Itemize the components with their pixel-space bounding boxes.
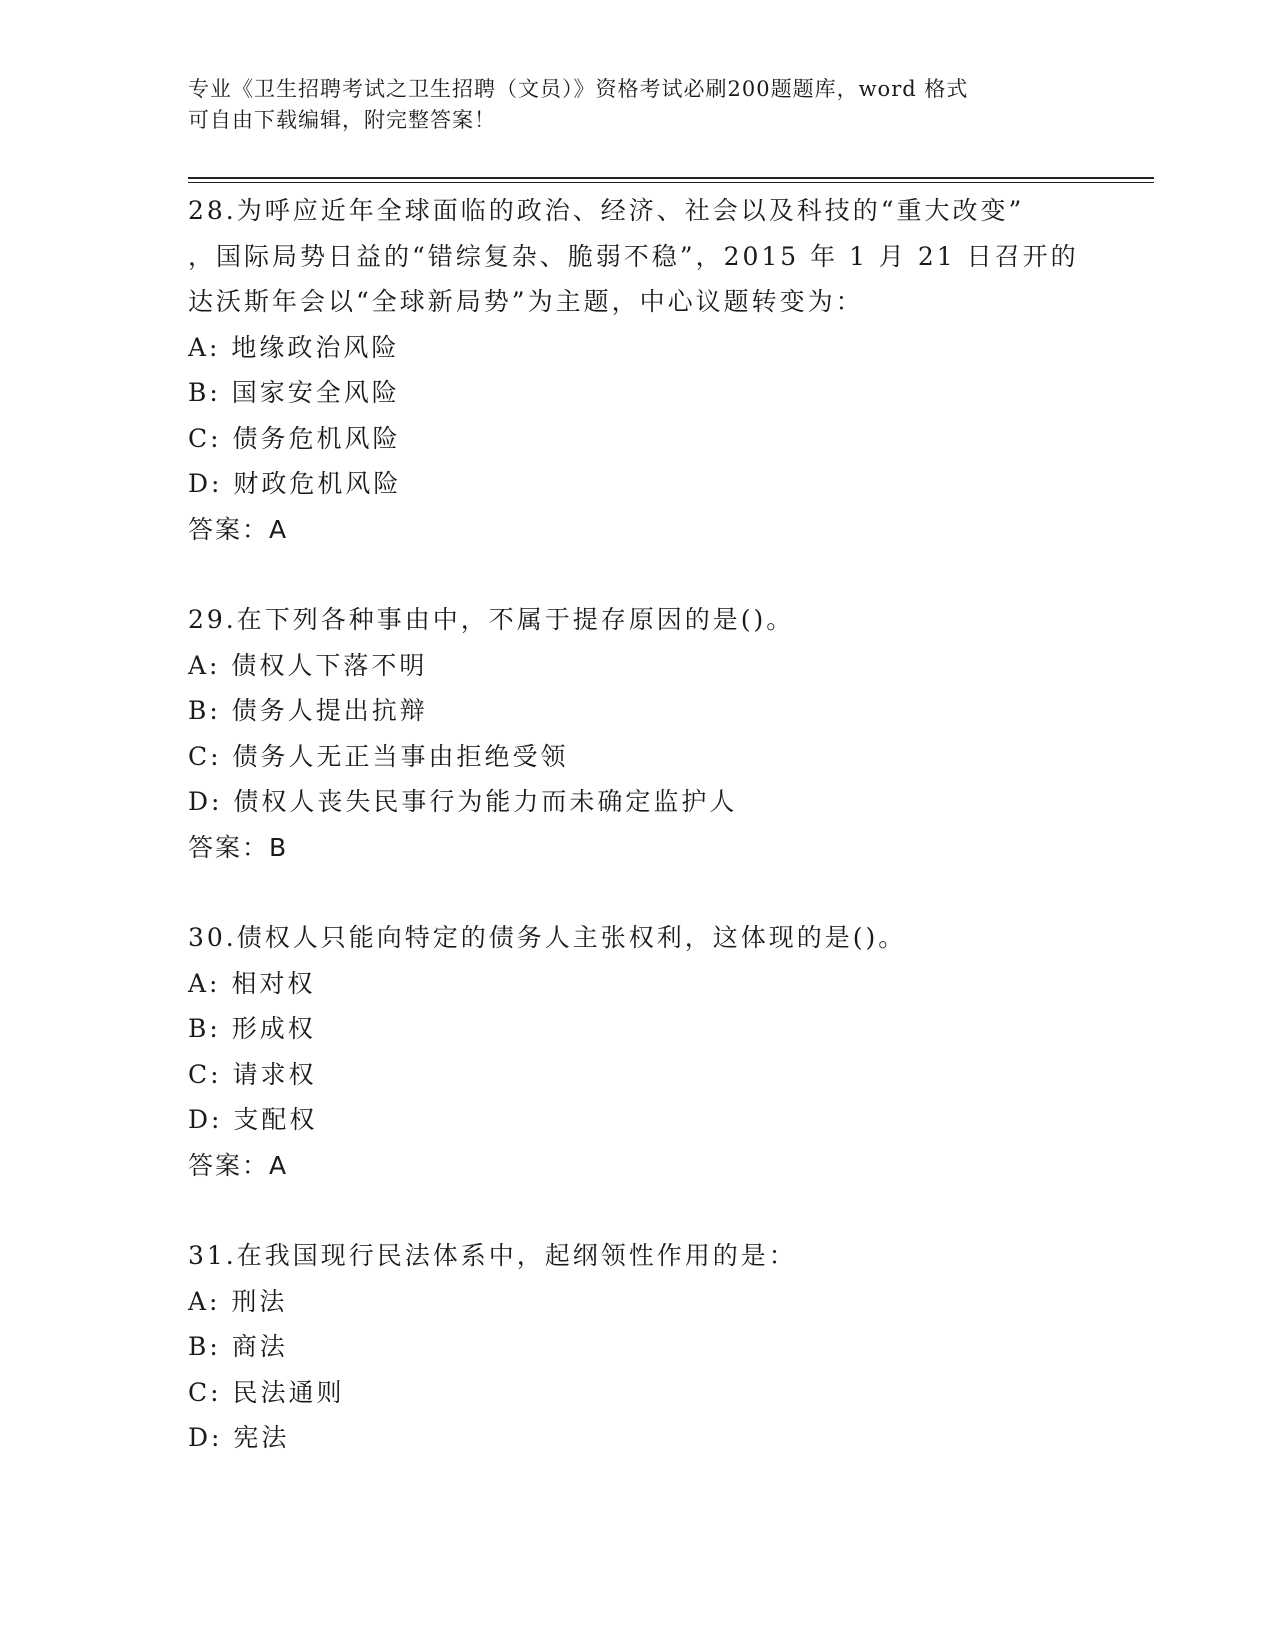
option-b: B: 形成权	[188, 1014, 316, 1043]
question-text: 达沃斯年会以“全球新局势”为主题，中心议题转变为：	[188, 287, 864, 316]
header-divider-thin	[188, 182, 1154, 183]
question-text: ，国际局势日益的“错综复杂、脆弱不稳”，2015 年 1 月 21 日召开的	[188, 241, 1079, 271]
option-d: D: 财政危机风险	[188, 469, 402, 498]
question-text: 30.债权人只能向特定的债务人主张权利，这体现的是()。	[188, 923, 907, 952]
option-c: C: 民法通则	[188, 1377, 345, 1407]
header-line-2: 可自由下载编辑，附完整答案！	[188, 108, 496, 132]
option-d: D: 债权人丧失民事行为能力而未确定监护人	[188, 787, 738, 816]
option-d: D: 宪法	[188, 1423, 290, 1452]
option-c: C: 债务危机风险	[188, 423, 401, 453]
document-header	[188, 74, 1088, 136]
option-a: A: 债权人下落不明	[188, 650, 428, 680]
option-b: B: 债务人提出抗辩	[188, 696, 428, 725]
question-text: 29.在下列各种事由中，不属于提存原因的是()。	[188, 605, 795, 634]
option-c: C: 债务人无正当事由拒绝受领	[188, 741, 569, 771]
question-list	[188, 188, 1108, 1506]
option-a: A: 相对权	[188, 968, 316, 998]
question-30	[188, 915, 1108, 1188]
header-divider-thick	[188, 177, 1154, 179]
header-line-1: 专业《卫生招聘考试之卫生招聘（文员）》资格考试必刷200题题库，word 格式	[188, 77, 969, 101]
question-28	[188, 188, 1108, 552]
option-b: B: 国家安全风险	[188, 378, 400, 407]
answer-line: 答案：A	[188, 1150, 289, 1180]
question-29	[188, 597, 1108, 870]
answer-line: 答案：B	[188, 832, 289, 862]
option-a: A: 刑法	[188, 1286, 288, 1316]
option-c: C: 请求权	[188, 1059, 317, 1089]
question-31	[188, 1233, 1108, 1461]
option-d: D: 支配权	[188, 1105, 318, 1134]
option-a: A: 地缘政治风险	[188, 332, 400, 362]
question-text: 31.在我国现行民法体系中，起纲领性作用的是：	[188, 1241, 797, 1270]
question-text: 28.为呼应近年全球面临的政治、经济、社会以及科技的“重大改变”	[188, 196, 1025, 225]
option-b: B: 商法	[188, 1332, 288, 1361]
answer-line: 答案：A	[188, 514, 289, 544]
